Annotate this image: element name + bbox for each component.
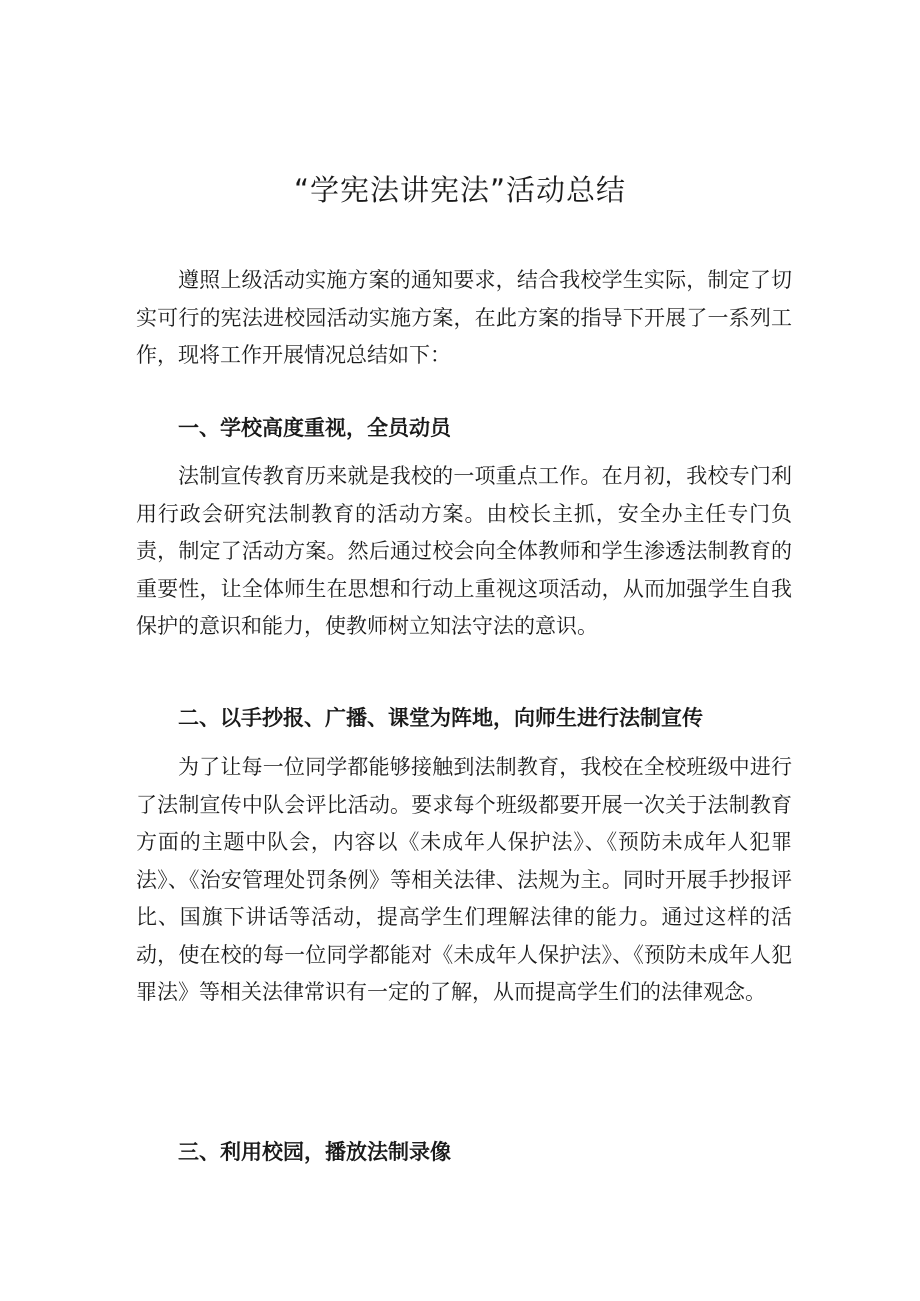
section-2-heading: 二、以手抄报、广播、课堂为阵地，向师生进行法制宣传 bbox=[178, 706, 703, 730]
section-1-paragraph: 法制宣传教育历来就是我校的一项重点工作。在月初，我校专门利用行政会研究法制教育的活动方案。由校长主抓，安全办主任专门负责，制定了活动方案。然后通过校会向全体教师和学生渗透法制教育的重要性，让全体师生在思想和行动上重视这项活动，从而加强学生自我保护的意识和能力，使教师树立知法守法的意识。 bbox=[136, 464, 792, 638]
section-2-paragraph: 为了让每一位同学都能够接触到法制教育，我校在全校班级中进行了法制宣传中队会评比活动。要求每个班级都要开展一次关于法制教育方面的主题中队会，内容以《未成年人保护法》、《预防未成年人犯罪法》、《治安管理处罚条例》等相关法律、法规为主。同时开展手抄报评比、国旗下讲话等活动，提高学生们理解法律的能力。通过这样的活动，使在校的每一位同学都能对《未成年人保护法》、《预防未成年人犯罪法》等相关法律常识有一定的了解，从而提高学生们的法律观念。 bbox=[136, 755, 792, 1004]
section-3-heading: 三、利用校园，播放法制录像 bbox=[178, 1140, 451, 1164]
section-1-heading: 一、学校高度重视，全员动员 bbox=[178, 416, 451, 440]
document-title: “学宪法讲宪法”活动总结 bbox=[293, 173, 627, 207]
intro-paragraph: 遵照上级活动实施方案的通知要求，结合我校学生实际，制定了切实可行的宪法进校园活动实施方案，在此方案的指导下开展了一系列工作，现将工作开展情况总结如下： bbox=[136, 268, 792, 367]
